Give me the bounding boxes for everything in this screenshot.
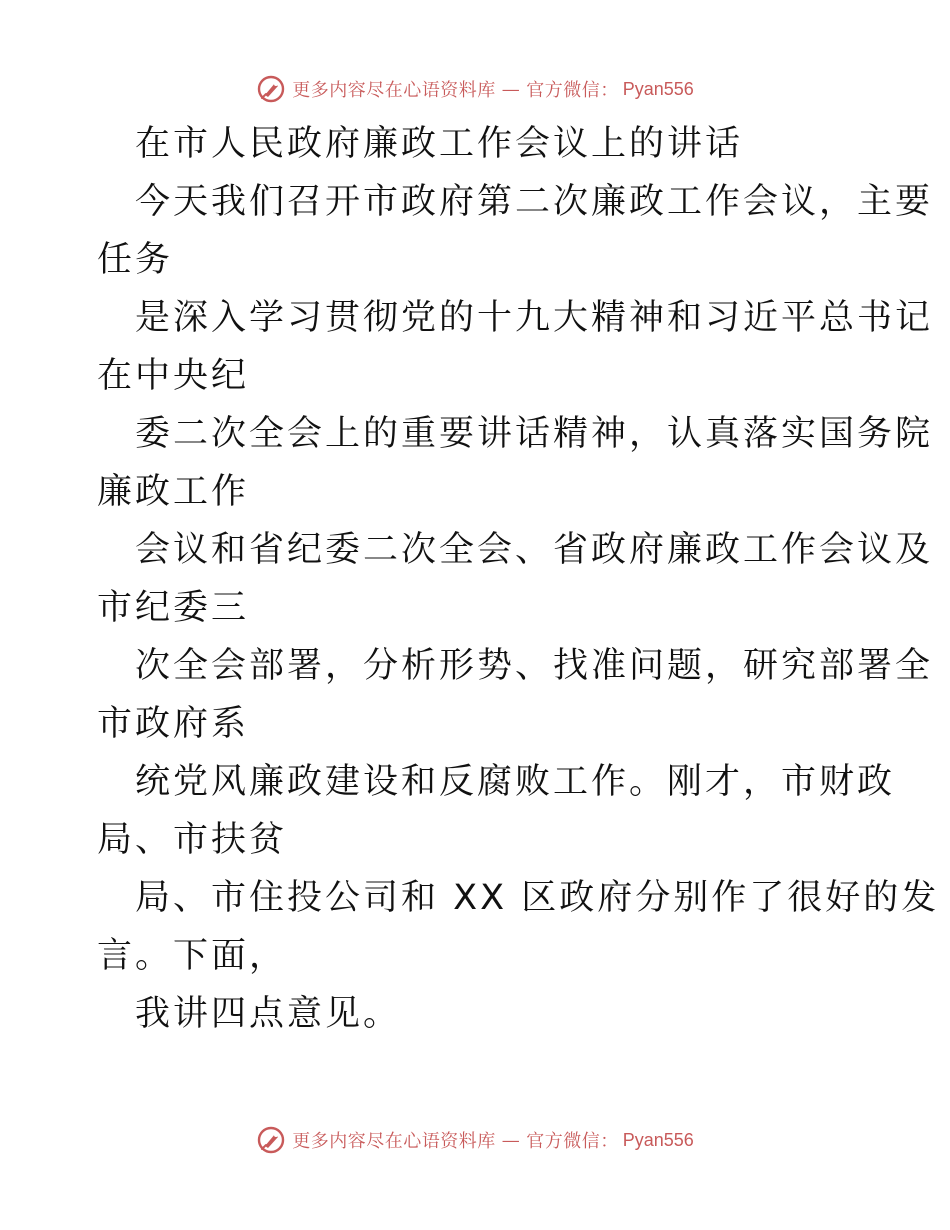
watermark-wechat-label: 官方微信： (526, 80, 619, 101)
text-line: 今天我们召开市政府第二次廉政工作会议，主要 (135, 182, 934, 222)
text-line: 任务 (97, 240, 174, 280)
text-line: 统党风廉政建设和反腐败工作。刚才，市财政 (135, 762, 896, 802)
text-line: 会议和省纪委二次全会、省政府廉政工作会议及 (135, 530, 934, 570)
document-title: 在市人民政府廉政工作会议上的讲话 (135, 124, 744, 164)
watermark-separator: — (501, 78, 521, 100)
footer-watermark (0, 1123, 950, 1157)
text-line: 是深入学习贯彻党的十九大精神和习近平总书记 (135, 298, 934, 338)
header-watermark (0, 72, 950, 106)
text-line: 次全会部署，分析形势、找准问题，研究部署全 (135, 646, 934, 686)
text-line: 在中央纪 (97, 356, 250, 396)
watermark-separator: — (501, 1129, 521, 1151)
watermark-text: 更多内容尽在心语资料库 (292, 1131, 496, 1152)
watermark-wechat-label: 官方微信： (526, 1131, 619, 1152)
text-line: 委二次全会上的重要讲话精神，认真落实国务院 (135, 414, 934, 454)
quill-pen-logo-icon (256, 74, 286, 104)
text-line: 言。下面， (97, 936, 288, 976)
text-line: 局、市扶贫 (97, 820, 288, 860)
quill-pen-logo-icon (256, 1125, 286, 1155)
text-line: 市政府系 (97, 704, 250, 744)
watermark-text: 更多内容尽在心语资料库 (292, 80, 496, 101)
text-line: 局、市住投公司和 XX 区政府分别作了很好的发 (135, 878, 940, 918)
watermark-wechat-id: Pyan556 (622, 1129, 694, 1150)
text-line: 我讲四点意见。 (135, 994, 402, 1034)
text-line: 廉政工作 (97, 472, 250, 512)
watermark-wechat-id: Pyan556 (622, 78, 694, 99)
text-line: 市纪委三 (97, 588, 250, 628)
